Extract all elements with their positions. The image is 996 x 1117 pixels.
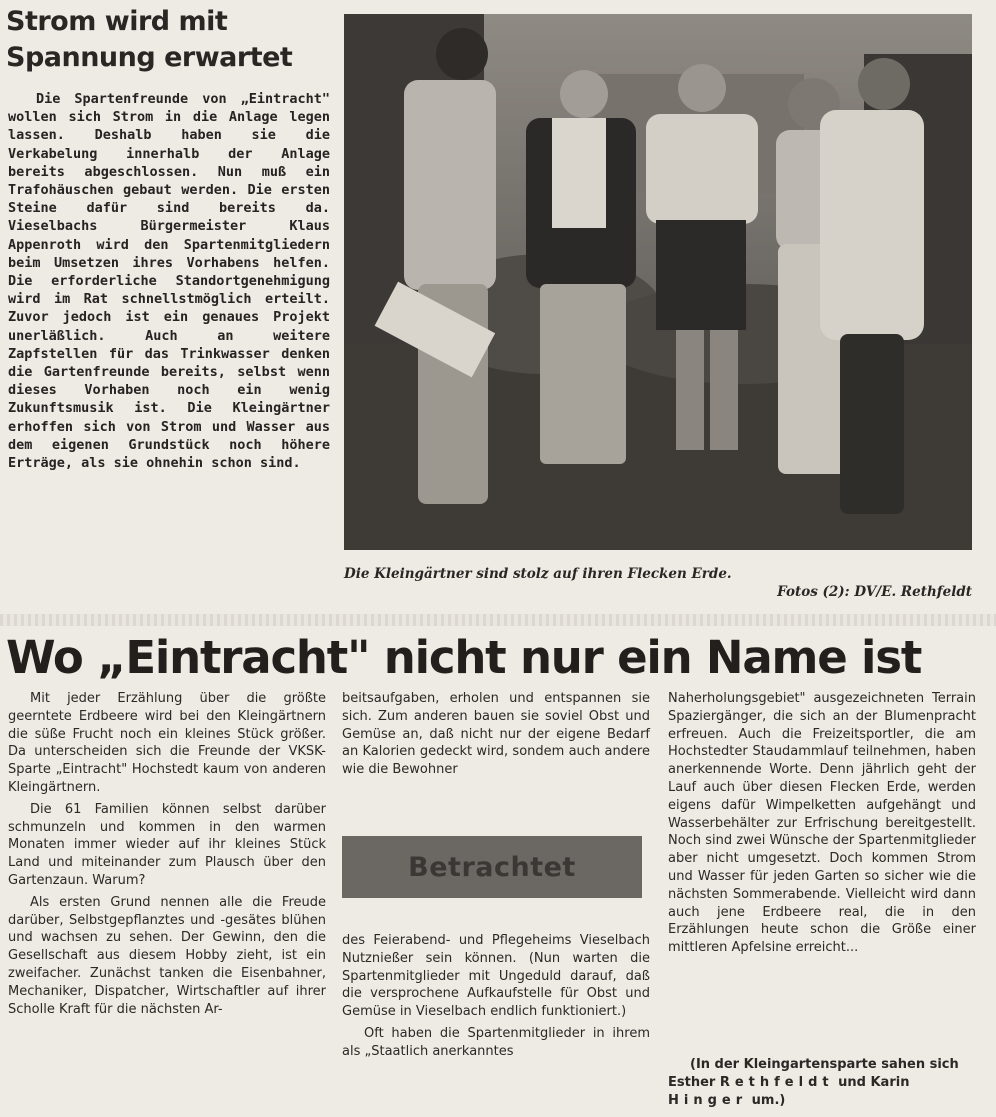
paragraph: Naherholungsgebiet" ausgezeichneten Terrain Spaziergänger, die sich an der Blumenpracht erfreuen. Auch die Freizeitsportler, die am Hochstedter Staudammlauf teilnehmen, haben anerkennende Worte. Denn jährlich geht der Lauf auch über diesen Flecken Erde, werden eigens dafür Wimpelketten aufgehängt und Wasserbehälter zur Erfrischung bereitgestellt. Noch sind zwei Wünsche der Spartenmitglieder aber nicht umgesetzt. Doch kommen Strom und Wasser für jeden Garten so sicher wie die nächsten Sommerabende. Vielleicht wird dann auch jene Erdbeere real, die in den Erzählungen heute schon die Größe einer mittleren Apfelsine erreicht... [668, 691, 976, 956]
paragraph: des Feierabend- und Pflegeheims Vieselbach Nutznießer sein können. (Nun warten die Spartenmitglieder mit Ungeduld darauf, daß die versprochene Aufkaufstelle für Obst und Gemüse in Vieselbach endlich funktioniert.) [342, 933, 650, 1020]
article-column-3 [668, 690, 976, 961]
author-suffix: um.) [751, 1092, 786, 1108]
intro-paragraph: Die Spartenfreunde von „Eintracht" wollen sich Strom in die Anlage legen lassen. Deshalb haben sie die Verkabelung innerhalb der Anlage bereits abgeschlossen. Nun muß ein Trafohäuschen gebaut werden. Die ersten Steine dafür sind bereits da. Vieselbachs Bürgermeister Klaus Appenroth wird den Spartenmitgliedern beim Umsetzen ihres Vorhabens helfen. Die erforderliche Standortgenehmigung wird im Rat schnellstmöglich erteilt. Zuvor jedoch ist ein genaues Projekt unerläßlich. Auch an weitere Zapfstellen für das Trinkwasser denken die Gartenfreunde bereits, selbst wenn dieses Vorhaben noch ein wenig Zukunftsmusik ist. Die Kleingärtner erhoffen sich von Strom und Wasser aus dem eigenen Grundstück noch höhere Erträge, als sie ohnehin schon sind. [8, 91, 330, 472]
main-headline: Wo „Eintracht" nicht nur ein Name ist [6, 631, 922, 684]
intro-article-body [8, 90, 330, 472]
author-mid: und Karin [838, 1074, 910, 1090]
headline-line-2: Spannung erwartet [6, 42, 293, 73]
photo-caption: Die Kleingärtner sind stolz auf ihren Flecken Erde. [344, 566, 732, 582]
author-credit [668, 1056, 976, 1109]
article-column-2-top [342, 690, 650, 783]
paragraph: Mit jeder Erzählung über die größte geerntete Erdbeere wird bei den Kleingärtnern die süße Frucht noch ein kleines Stück größer. Da unterscheiden sich die Freunde der VKSK-Sparte „Eintracht" Hochstedt kaum von anderen Kleingärtnern. [8, 691, 326, 795]
betrachtet-box [342, 836, 642, 898]
paragraph: beitsaufgaben, erholen und entspannen sie sich. Zum anderen bauen sie soviel Obst und Gemüse an, daß nicht nur der eigene Bedarf an Kalorien gedeckt wird, sondem auch andere wie die Bewohner [342, 691, 650, 778]
section-divider [0, 614, 996, 626]
betrachtet-label: Betrachtet [408, 851, 576, 883]
article-headline-top [6, 4, 336, 76]
headline-line-1: Strom wird mit [6, 6, 228, 37]
paragraph: Die 61 Familien können selbst darüber schmunzeln und kommen in den warmen Monaten immer wieder auf ihr kleines Stück Land und miteinander zum Plausch über den Gartenzaun. Warum? [8, 801, 326, 888]
author-name-2: Hinger [668, 1092, 748, 1108]
photo-illustration [344, 14, 972, 550]
article-column-1 [8, 690, 326, 1022]
photo-gardeners [344, 14, 972, 550]
paragraph: Als ersten Grund nennen alle die Freude darüber, Selbstgepflanztes und -gesätes blühen und wachsen zu sehen. Der Gewinn, den die Gesellschaft aus diesem Hobby zieht, ist ein zweifacher. Zunächst tanken die Eisenbahner, Mechaniker, Dispatcher, Wirtschaftler auf ihrer Scholle Kraft für die nächsten Ar- [8, 894, 326, 1017]
article-column-2-bottom [342, 932, 650, 1065]
photo-credit: Fotos (2): DV/E. Rethfeldt [777, 584, 972, 600]
paragraph: Oft haben die Spartenmitglieder in ihrem als „Staatlich anerkanntes [342, 1025, 650, 1059]
author-prefix: (In der Kleingartensparte sahen sich Esther [668, 1057, 959, 1090]
author-name-1: Rethfeldt [719, 1074, 834, 1090]
